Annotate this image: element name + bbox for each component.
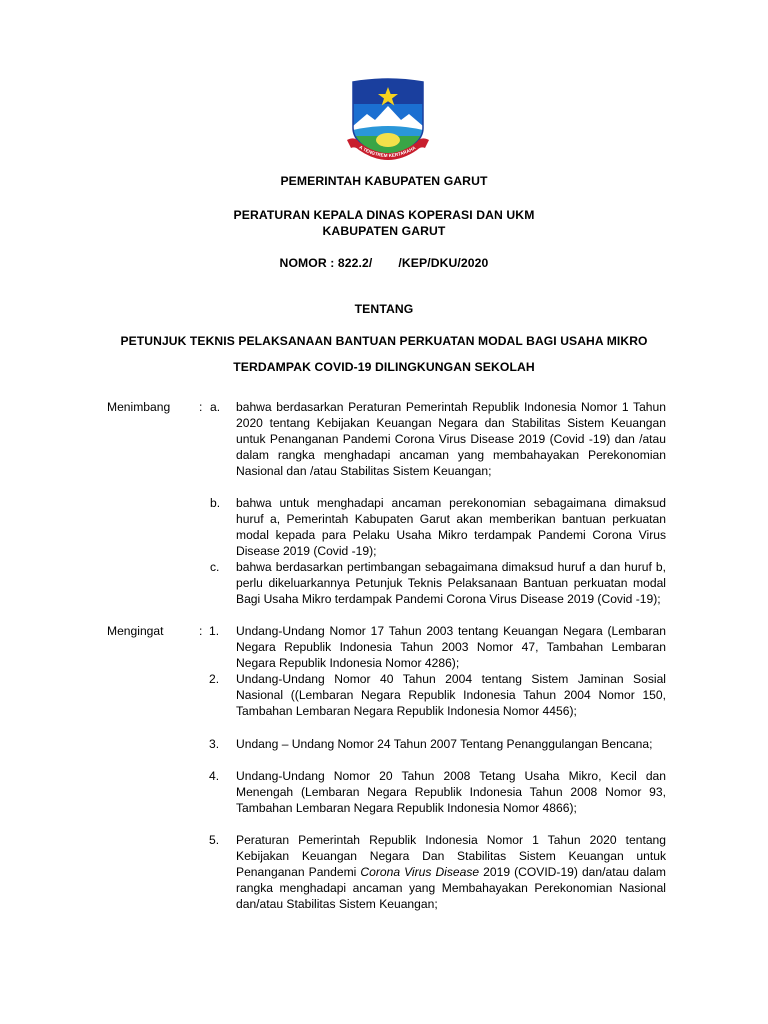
government-title: PEMERINTAH KABUPATEN GARUT [280,174,488,188]
mengingat-item-1-mark: 1. [209,624,220,638]
sun-shape [376,133,400,147]
menimbang-item-b-text: bahwa untuk menghadapi ancaman perekonomian sebagaimana dimaksud huruf a, Pemerintah Kabupaten Garut akan memberikan bantuan perkuatan modal kepada para Pelaku Usaha Mikro terdampak Pandemi Corona Virus Disease 2019 (Covid -19); [236,496,666,558]
mengingat-item-5-mark: 5. [209,833,220,847]
mengingat-item-5-text-em: Corona Virus Disease [360,864,480,879]
mengingat-colon: : [199,624,203,638]
tentang-heading: TENTANG [354,302,414,316]
menimbang-item-c-mark: c. [210,560,220,574]
mengingat-item-4-mark: 4. [209,769,220,783]
mengingat-item-5-text-b: 2019 (COVID-19) dan/atau dalam rangka menghadapi ancaman yang Membahayakan Perekonomian Nasional dan/atau Stabilitas Sistem Keuangan; [236,864,666,911]
menimbang-label: Menimbang [107,400,171,414]
mengingat-label: Mengingat [107,624,164,638]
subject-line-2: TERDAMPAK COVID-19 DILINGKUNGAN SEKOLAH [233,360,535,374]
mengingat-item-2-mark: 2. [209,672,220,686]
motto-text: A TENGTREM KERTARAHA [358,144,417,159]
mengingat-item-1-text: Undang-Undang Nomor 17 Tahun 2003 tentang Keuangan Negara (Lembaran Negara Republik Indonesia Tahun 2003 Nomor 47, Tambahan Lembaran Negara Republik Indonesia Nomor 4286); [236,624,666,670]
menimbang-colon: : [199,400,203,414]
mengingat-item-3-text: Undang – Undang Nomor 24 Tahun 2007 Tentang Penanggulangan Bencana; [236,737,653,751]
regulation-title-line1: PERATURAN KEPALA DINAS KOPERASI DAN UKM [233,208,535,222]
mengingat-item-3-mark: 3. [209,737,220,751]
regulation-title [0,207,768,239]
subject-line-1: PETUNJUK TEKNIS PELAKSANAAN BANTUAN PERKUATAN MODAL BAGI USAHA MIKRO [120,334,648,348]
regulation-number-suffix: /KEP/DKU/2020 [398,256,489,270]
menimbang-item-a-mark: a. [210,400,221,414]
mengingat-item-4-text: Undang-Undang Nomor 20 Tahun 2008 Tetang Usaha Mikro, Kecil dan Menengah (Lembaran Negara Republik Indonesia Tahun 2008 Nomor 93, Tambahan Lembaran Negara Republik Indonesia Nomor 4866); [236,769,666,815]
mengingat-item-5-text-a: Peraturan Pemerintah Republik Indonesia Nomor 1 Tahun 2020 tentang Kebijakan Keuangan Negara Dan Stabilitas Sistem Keuangan untuk Penanganan Pandemi [236,833,666,879]
regulation-title-line2: KABUPATEN GARUT [322,224,446,238]
menimbang-item-c-text: bahwa berdasarkan pertimbangan sebagaimana dimaksud huruf a dan huruf b, perlu dikeluarkannya Petunjuk Teknis Pelaksanaan Bantuan perkuatan modal Bagi Usaha Mikro terdampak Pandemi Corona Virus Disease 2019 (Covid -19); [236,560,666,606]
regulation-number [0,256,768,270]
menimbang-item-a-text: bahwa berdasarkan Peraturan Pemerintah Republik Indonesia Nomor 1 Tahun 2020 tentang Kebijakan Keuangan Negara dan Stabilitas Sistem Keuangan untuk Penanganan Pandemi Corona Virus Disease 2019 (Covid -19) dan /atau dalam rangka menghadapi ancaman yang membahayakan Perekonomian Nasional dan /atau Stabilitas Sistem Keuangan; [236,400,666,478]
kabupaten-garut-emblem-logo [345,78,431,170]
menimbang-item-b-mark: b. [210,496,221,510]
mengingat-item-5-text [236,833,666,913]
mengingat-item-2-text: Undang-Undang Nomor 40 Tahun 2004 tentang Sistem Jaminan Sosial Nasional ((Lembaran Negara Republik Indonesia Tahun 2004 Nomor 150, Tambahan Lembaran Negara Republik Indonesia Nomor 4456); [236,672,666,718]
regulation-number-prefix: NOMOR : 822.2/ [279,256,373,270]
